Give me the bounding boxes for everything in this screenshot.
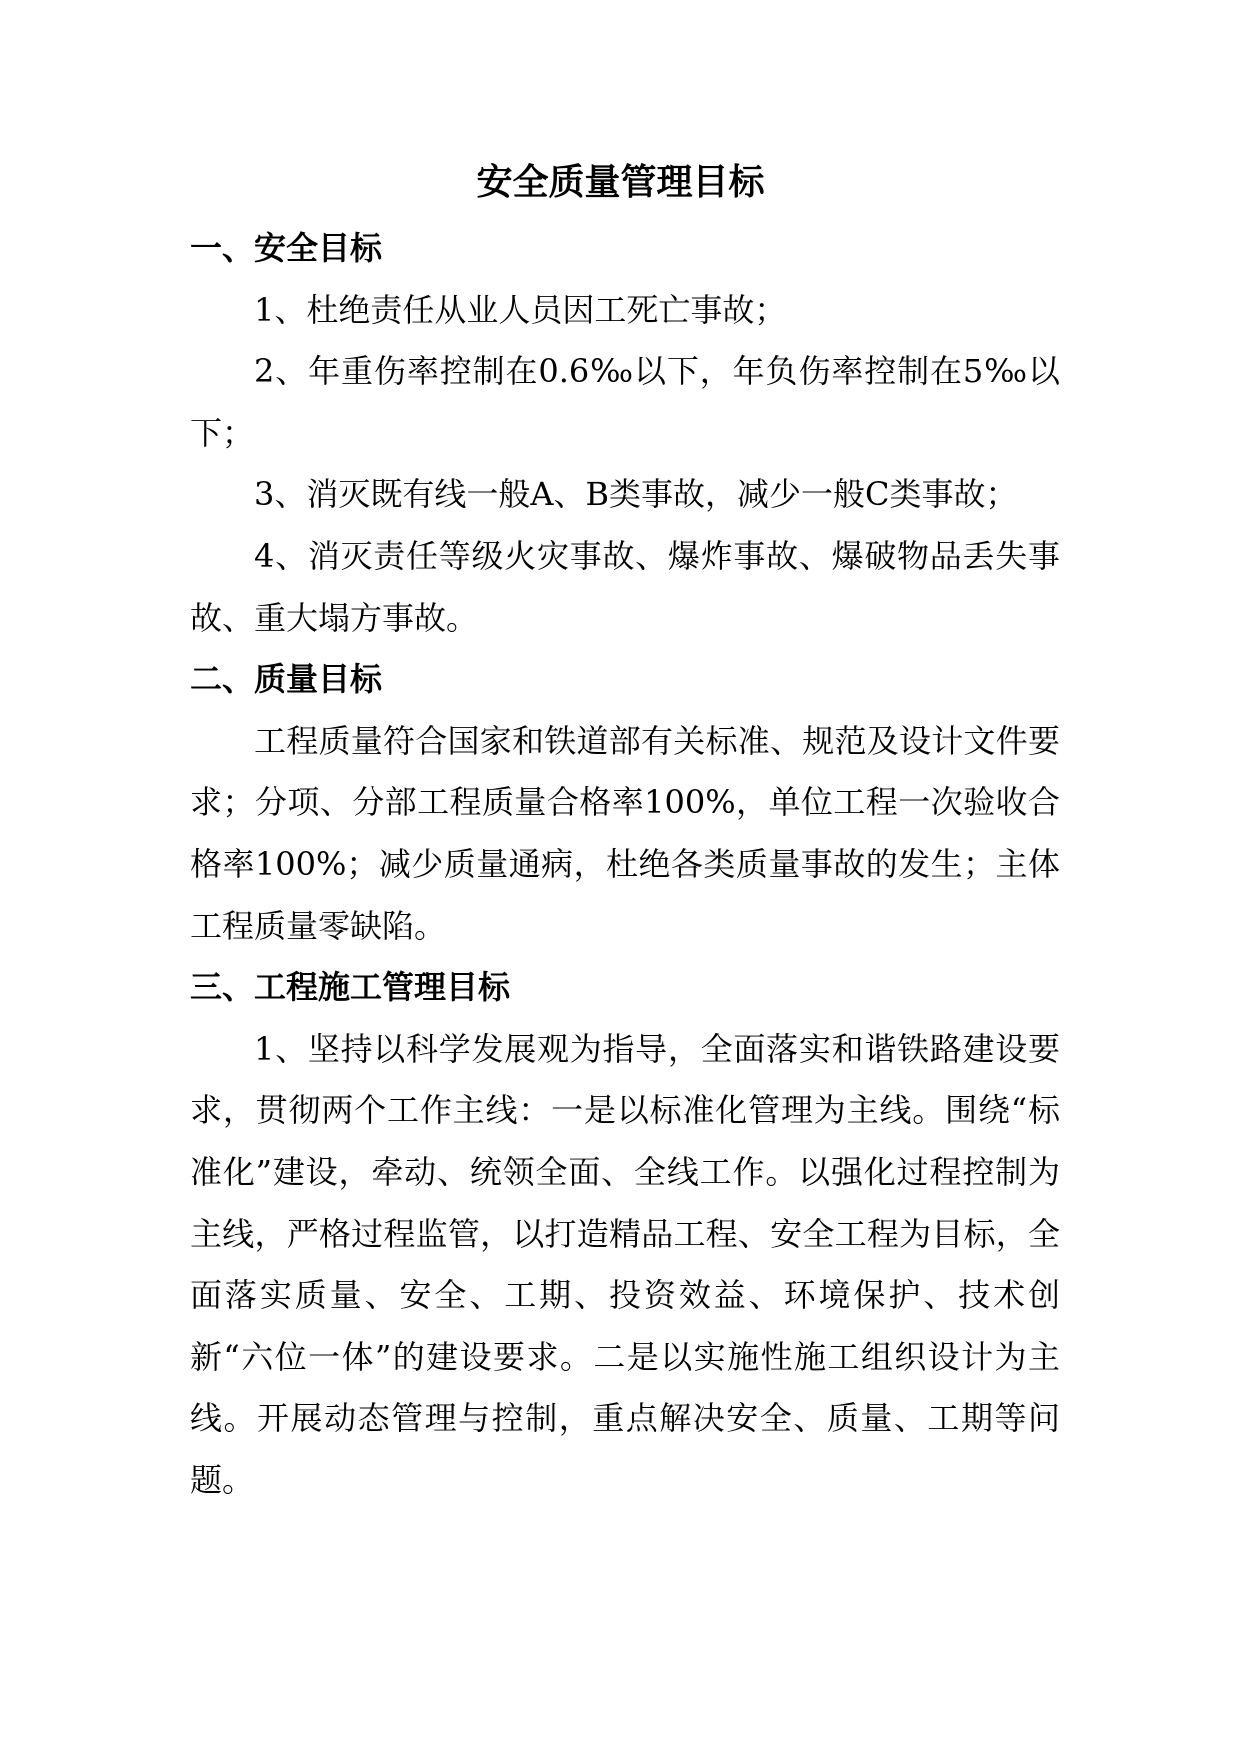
construction-item-1: 1、坚持以科学发展观为指导，全面落实和谐铁路建设要求，贯彻两个工作主线：一是以标准化管理为主线。围绕“标准化”建设，牵动、统领全面、全线工作。以强化过程控制为主线，严格过程监管，以打造精品工程、安全工程为目标，全面落实质量、安全、工期、投资效益、环境保护、技术创新“六位一体”的建设要求。二是以实施性施工组织设计为主线。开展动态管理与控制，重点解决安全、质量、工期等问题。 bbox=[190, 1029, 1060, 1499]
section-heading-construction: 三、工程施工管理目标 bbox=[190, 968, 511, 1007]
safety-item-3: 3、消灭既有线一般A、B类事故，减少一般C类事故； bbox=[254, 475, 1018, 514]
safety-item-1: 1、杜绝责任从业人员因工死亡事故； bbox=[254, 290, 787, 329]
section-heading-safety: 一、安全目标 bbox=[190, 229, 383, 267]
safety-item-2: 2、年重伤率控制在0.6‰以下，年负伤率控制在5‰以下； bbox=[190, 352, 1060, 452]
document-body bbox=[190, 218, 1060, 1511]
document-title: 安全质量管理目标 bbox=[476, 161, 765, 203]
safety-item-4: 4、消灭责任等级火灾事故、爆炸事故、爆破物品丢失事故、重大塌方事故。 bbox=[190, 536, 1060, 637]
quality-paragraph: 工程质量符合国家和铁道部有关标准、规范及设计文件要求；分项、分部工程质量合格率100%，单位工程一次验收合格率100%；减少质量通病，杜绝各类质量事故的发生；主体工程质量零缺陷。 bbox=[190, 721, 1060, 945]
section-heading-quality: 二、质量目标 bbox=[190, 660, 383, 699]
